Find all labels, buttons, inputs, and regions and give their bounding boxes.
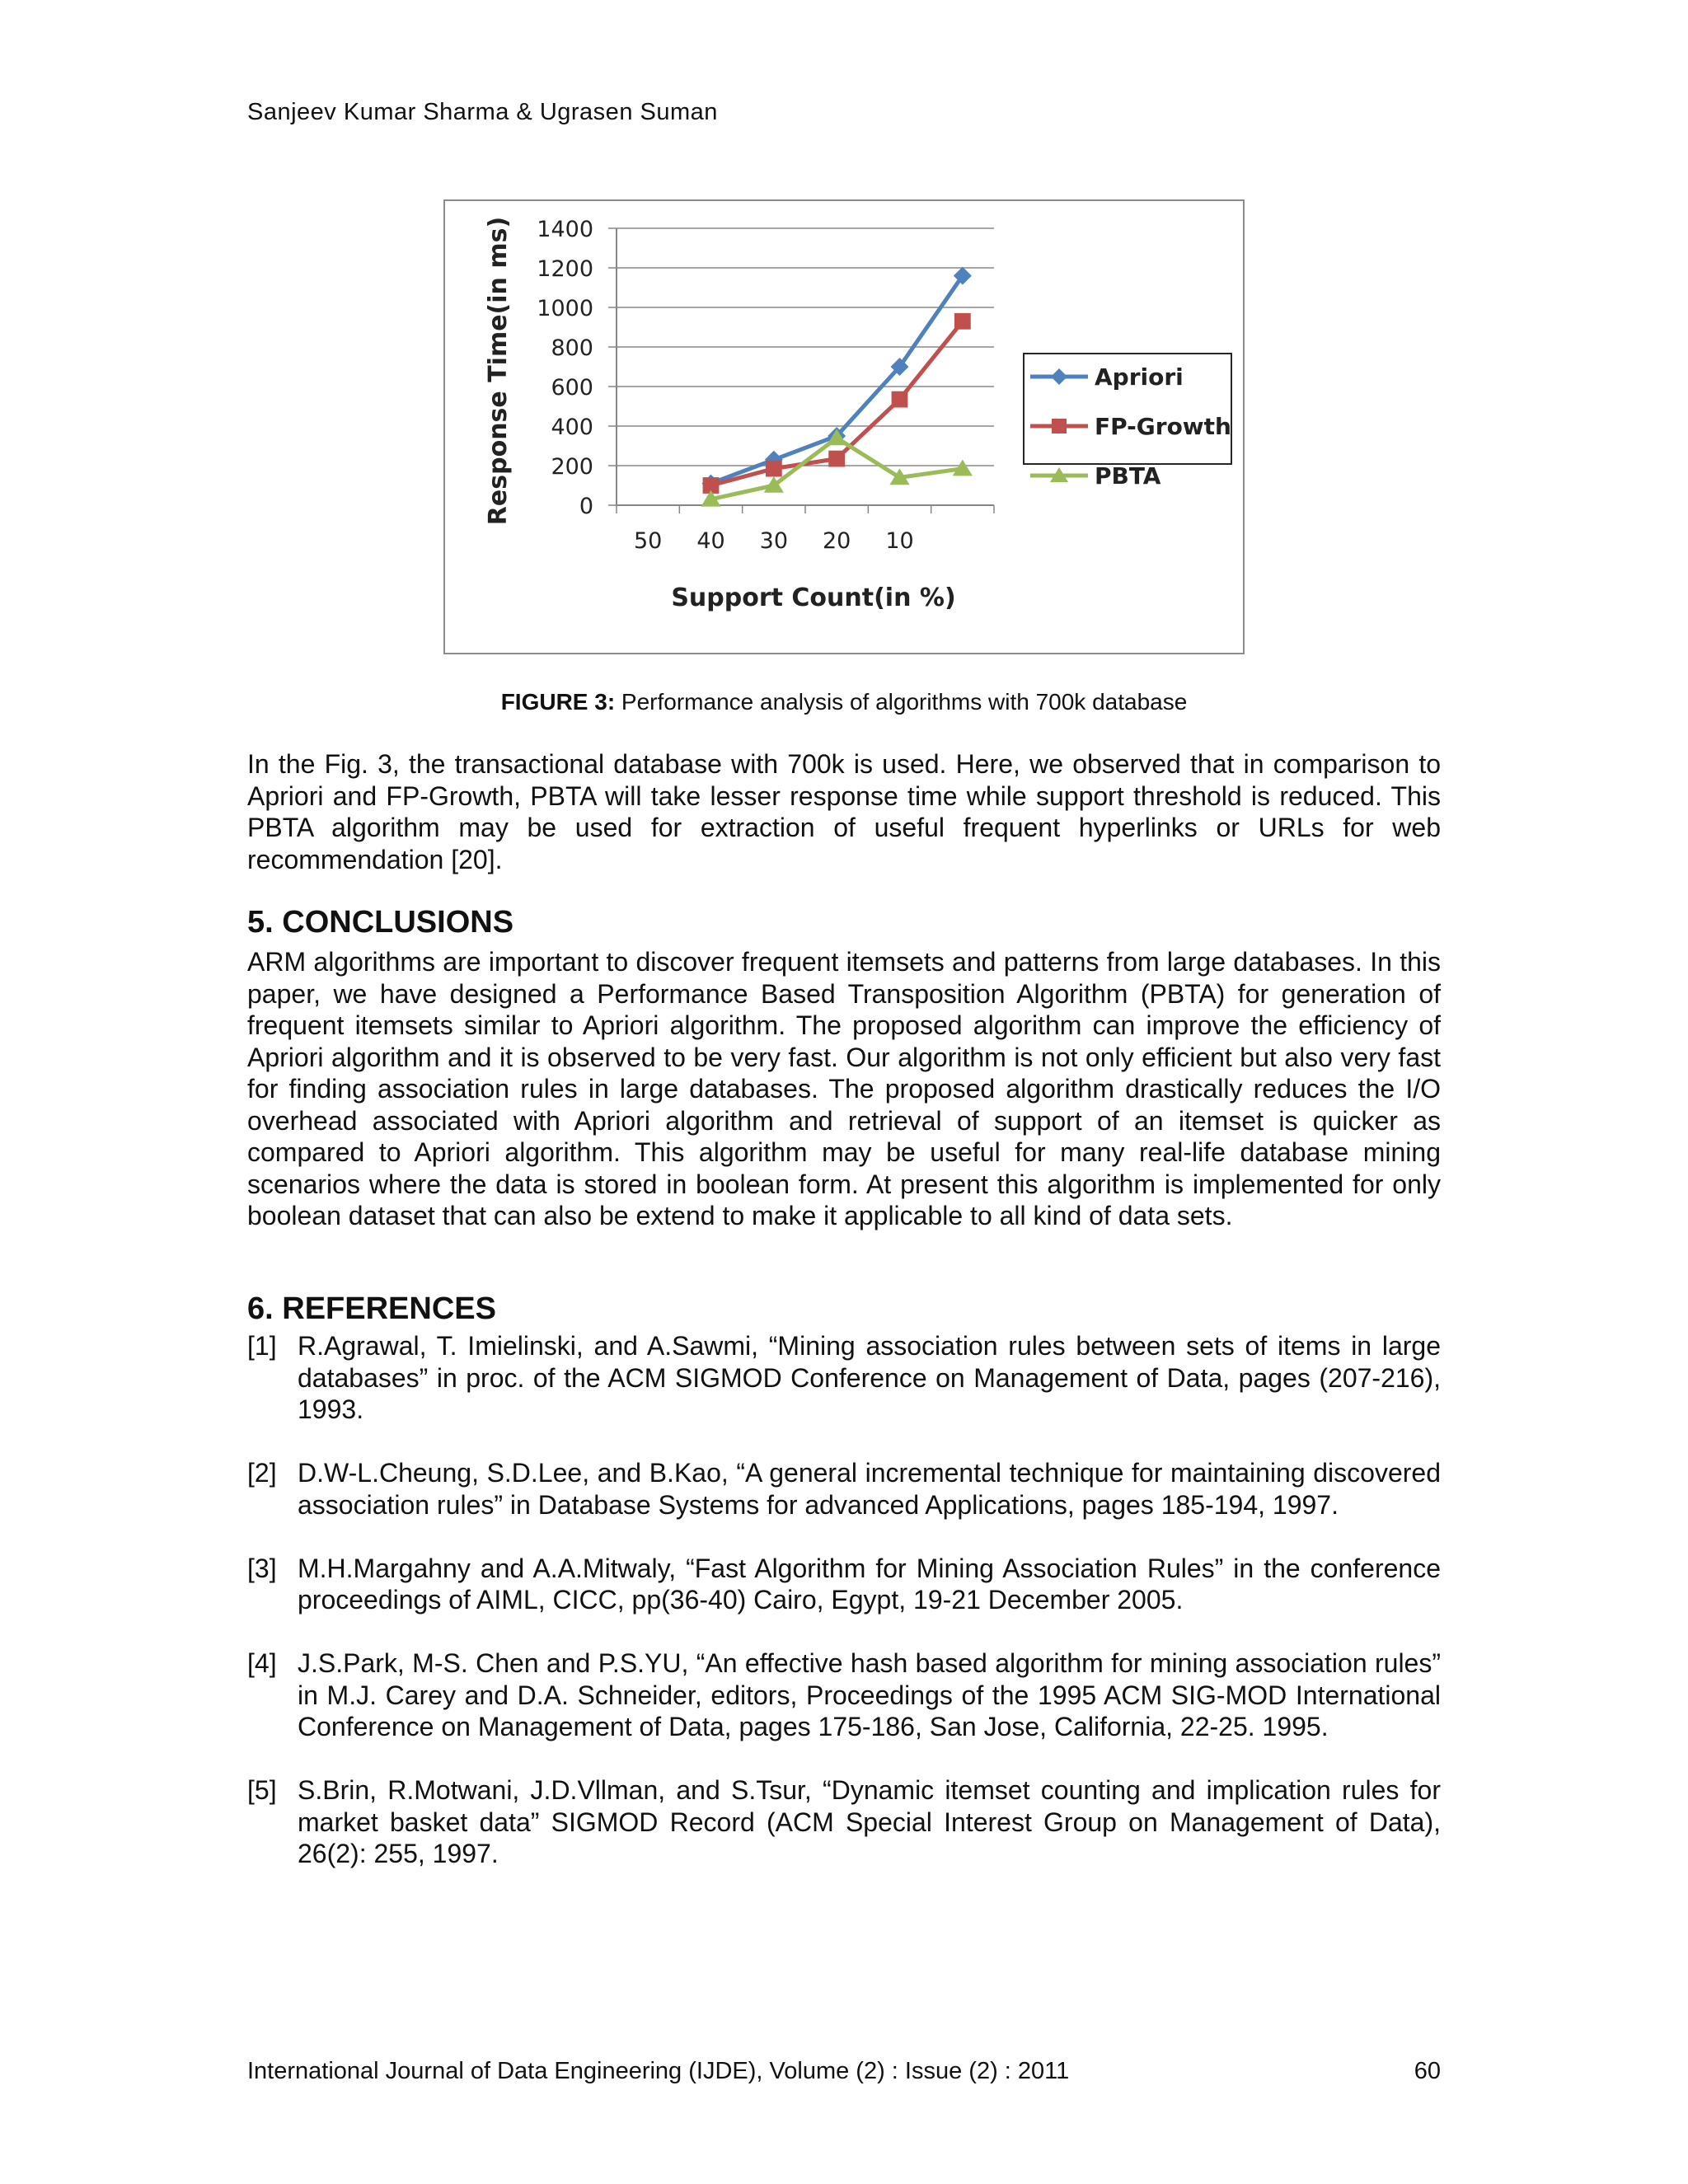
y-tick-label: 0 [579,494,593,519]
legend-marker-fp-growth [1052,419,1067,434]
x-tick-label: 40 [696,528,725,554]
reference-item [247,1457,1441,1521]
legend-label-pbta: PBTA [1095,462,1161,490]
references-list [247,1330,1441,1901]
reference-number: [4] [247,1648,277,1678]
conclusions-text: ARM algorithms are important to discover frequent itemsets and patterns from large databases. In this paper, we have designed a Performance Based Transposition Algorithm (PBTA) for generation of frequent itemsets similar to Apriori algorithm. The proposed algorithm can improve the efficiency of Apriori algorithm and it is observed to be very fast. Our algorithm is not only efficient but also very fast for finding association rules in large databases. The proposed algorithm drastically reduces the I/O overhead associated with Apriori algorithm and retrieval of support of an itemset is quicker as compared to Apriori algorithm. This algorithm may be useful for many real-life database mining scenarios where the data is stored in boolean form. At present this algorithm is implemented for only boolean dataset that can also be extend to make it applicable to all kind of data sets. [247,947,1441,1230]
x-tick-label: 20 [822,528,851,554]
y-tick-label: 600 [551,375,593,401]
reference-item [247,1647,1441,1743]
fp-growth-point [892,391,908,408]
reference-text: D.W-L.Cheung, S.D.Lee, and B.Kao, “A general incremental technique for maintaining discovered association rules” in Database Systems for advanced Applications, pages 185-194, 1997. [298,1458,1441,1520]
conclusions-heading: 5. CONCLUSIONS [247,905,514,940]
legend-label-apriori: Apriori [1095,363,1184,391]
footer-journal: International Journal of Data Engineering (IJDE), Volume (2) : Issue (2) : 2011 [247,2058,1070,2084]
figure-3-chart [443,199,1245,654]
y-tick-label: 1000 [537,296,593,321]
x-tick-label: 50 [633,528,663,554]
x-tick-label: 30 [759,528,789,554]
fp-growth-point [828,451,845,467]
y-tick-label: 1400 [537,217,593,242]
fp-growth-point [954,313,971,330]
reference-text: M.H.Margahny and A.A.Mitwaly, “Fast Algorithm for Mining Association Rules” in the conference proceedings of AIML, CICC, pp(36-40) Cairo, Egypt, 19-21 December 2005. [298,1553,1441,1615]
y-tick-label: 1200 [537,256,593,282]
line-chart [445,201,1246,656]
reference-number: [1] [247,1331,277,1361]
y-tick-label: 200 [551,454,593,480]
x-tick-label: 10 [885,528,914,554]
reference-number: [3] [247,1553,277,1583]
y-axis-title: Response Time(in ms) [484,216,513,526]
y-tick-label: 800 [551,335,593,361]
footer-page-number: 60 [1414,2058,1441,2084]
fp-growth-point [766,461,782,477]
caption-label: FIGURE 3: [500,689,616,715]
y-tick-label: 400 [551,415,593,440]
reference-item [247,1774,1441,1870]
reference-item [247,1553,1441,1616]
reference-number: [2] [247,1458,277,1488]
legend-label-fp-growth: FP-Growth [1095,413,1231,440]
reference-text: S.Brin, R.Motwani, J.D.Vllman, and S.Tsur, “Dynamic itemset counting and implication rules for market basket data” SIGMOD Record (ACM Special Interest Group on Management of Data), 26(2): 255, 1997. [298,1775,1441,1868]
figure-caption [247,689,1441,715]
references-heading: 6. REFERENCES [247,1291,496,1326]
reference-text: J.S.Park, M-S. Chen and P.S.YU, “An effective hash based algorithm for mining association rules” in M.J. Carey and D.A. Schneider, editors, Proceedings of the 1995 ACM SIG-MOD International Conference on Management of Data, pages 175-186, San Jose, California, 22-25. 1995. [298,1648,1441,1741]
body-paragraph: In the Fig. 3, the transactional database with 700k is used. Here, we observed that in comparison to Apriori and FP-Growth, PBTA will take lesser response time while support threshold is reduced. This PBTA algorithm may be used for extraction of useful frequent hyperlinks or URLs for web recommendation [20]. [247,749,1441,874]
caption-text: Performance analysis of algorithms with 700k database [615,689,1188,715]
reference-number: [5] [247,1775,277,1805]
reference-text: R.Agrawal, T. Imielinski, and A.Sawmi, “Mining association rules between sets of items in large databases” in proc. of the ACM SIGMOD Conference on Management of Data, pages (207-216), 1993. [298,1331,1441,1424]
running-head: Sanjeev Kumar Sharma & Ugrasen Suman [247,99,718,125]
reference-item [247,1330,1441,1426]
x-axis-title: Support Count(in %) [671,583,956,612]
